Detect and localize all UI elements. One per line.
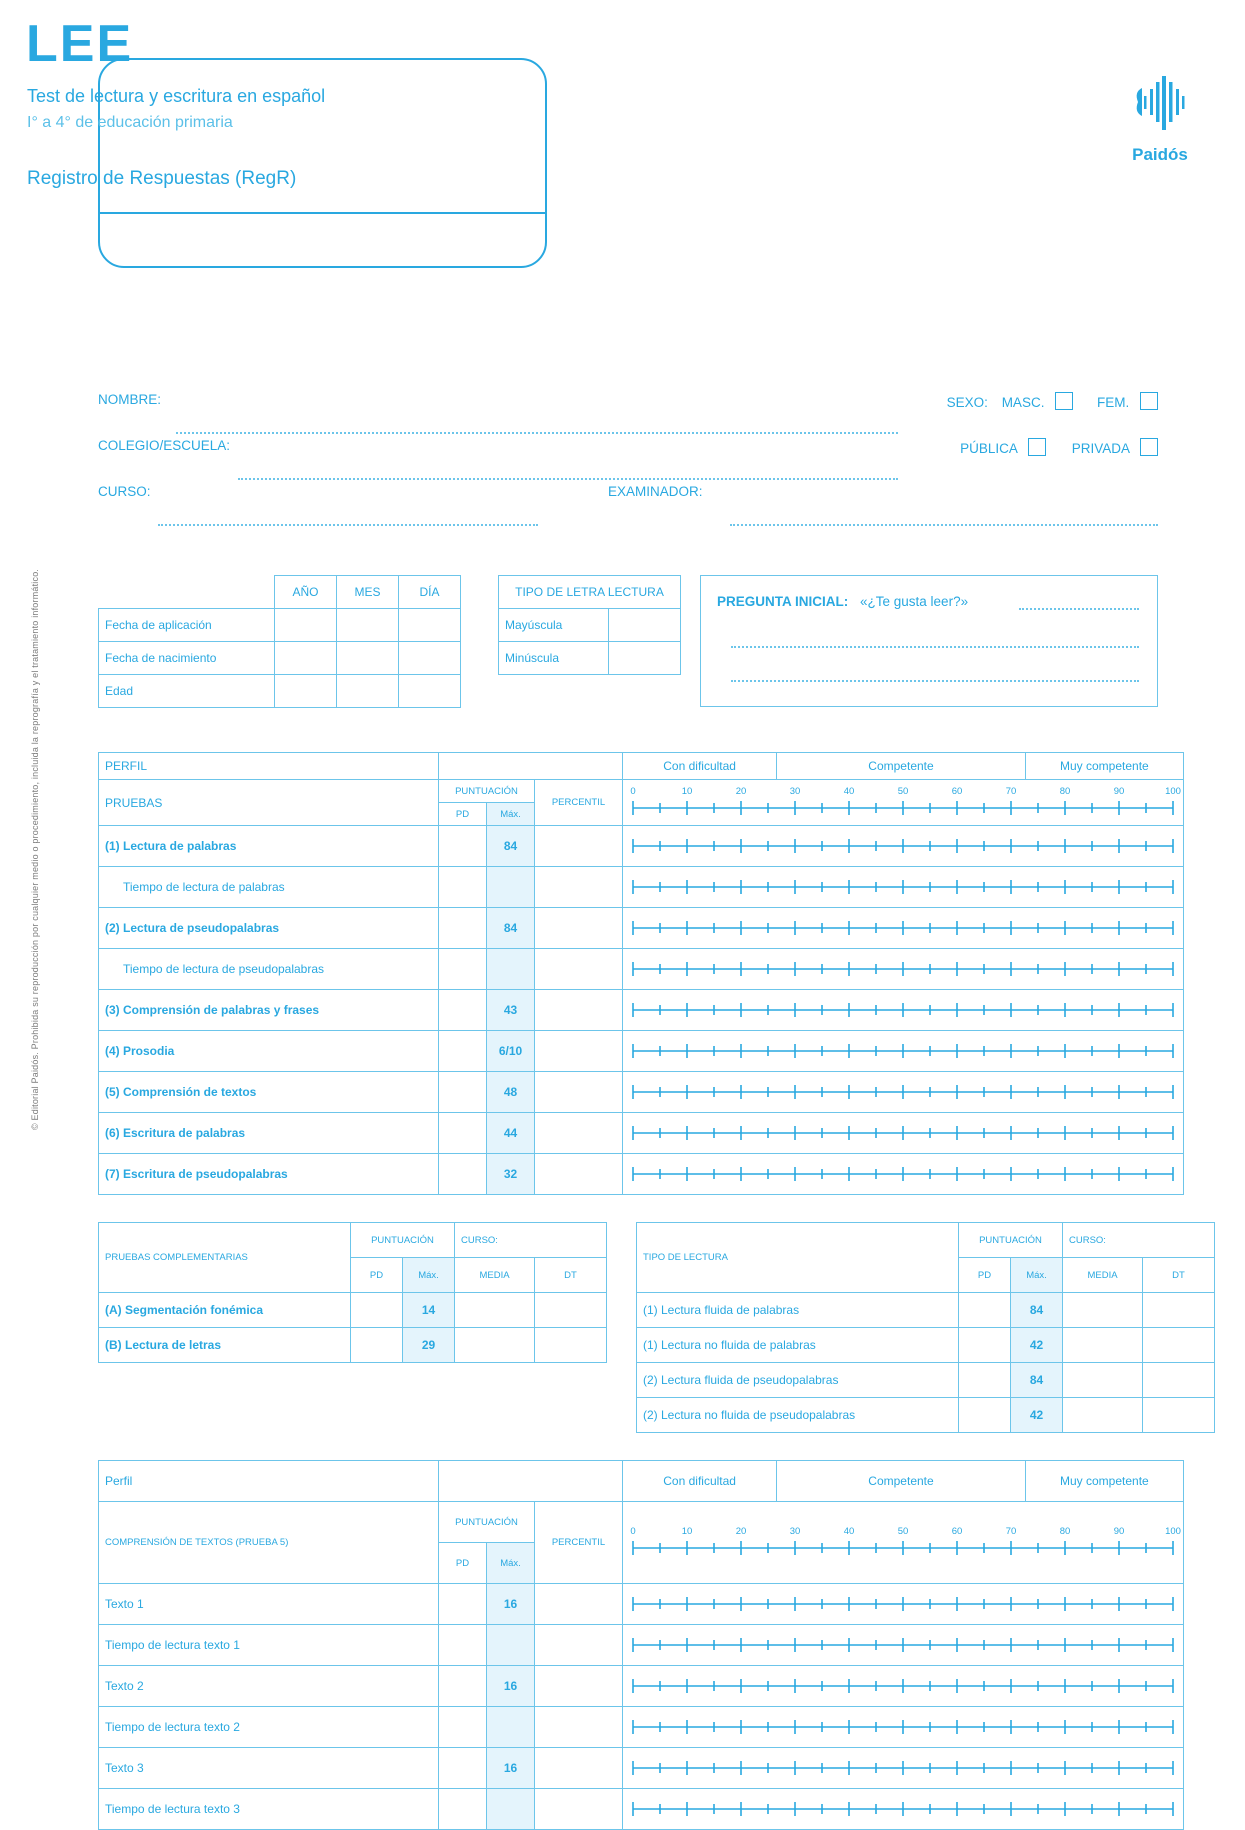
examiner-input[interactable]: [730, 512, 1158, 526]
letter-cell[interactable]: [609, 642, 681, 675]
course-row: [98, 484, 1158, 530]
pd-cell[interactable]: [959, 1363, 1011, 1398]
letter-header-row: [499, 576, 681, 609]
pd-cell[interactable]: [439, 1031, 487, 1072]
svg-text:0: 0: [630, 786, 636, 797]
table-row: [99, 908, 1184, 949]
profile2-row-label: Tiempo de lectura texto 1: [99, 1625, 439, 1666]
percentile-cell[interactable]: [535, 826, 623, 867]
scale-cell[interactable]: [623, 1154, 1184, 1195]
table-row: [99, 1328, 607, 1363]
profile-col-max: Máx.: [487, 803, 535, 826]
table-row: [637, 1363, 1215, 1398]
initial-question-input-1[interactable]: [1019, 608, 1139, 610]
complementary-col-max: Máx.: [403, 1258, 455, 1293]
media-cell[interactable]: [1063, 1328, 1143, 1363]
media-cell[interactable]: [1063, 1363, 1143, 1398]
pd-cell[interactable]: [959, 1398, 1011, 1433]
profile-row-label: Tiempo de lectura de pseudopalabras: [99, 949, 439, 990]
letter-row-uppercase: Mayúscula: [499, 609, 609, 642]
initial-question-box: [700, 575, 1158, 707]
profile2-col-percentile: PERCENTIL: [535, 1502, 623, 1584]
reading-type-col-max: Máx.: [1011, 1258, 1063, 1293]
svg-text:80: 80: [1059, 786, 1071, 797]
profile2-row-label: Tiempo de lectura texto 3: [99, 1789, 439, 1830]
table-row: [99, 1154, 1184, 1195]
scale-cell[interactable]: [623, 990, 1184, 1031]
scale-ruler-icon: [623, 1072, 1183, 1112]
date-cell[interactable]: [275, 675, 337, 708]
table-row: [99, 1072, 1184, 1113]
profile-title: PERFIL: [99, 753, 439, 780]
scale-ruler-icon: [623, 990, 1183, 1030]
max-cell: [487, 1789, 535, 1830]
svg-text:90: 90: [1113, 1526, 1125, 1537]
profile2-subheader-row: [99, 1502, 1184, 1543]
course-input[interactable]: [158, 512, 538, 526]
profile2-col-pd: PD: [439, 1543, 487, 1584]
reading-type-table: [636, 1222, 1215, 1433]
svg-text:100: 100: [1165, 786, 1181, 797]
profile-row-label: (7) Escritura de pseudopalabras: [99, 1154, 439, 1195]
pd-cell[interactable]: [439, 1072, 487, 1113]
letter-type-title: TIPO DE LETRA LECTURA: [499, 576, 681, 609]
profile-row-label: (6) Escritura de palabras: [99, 1113, 439, 1154]
scale-ruler-icon: [623, 1031, 1183, 1071]
letter-cell[interactable]: [609, 609, 681, 642]
date-cell[interactable]: [337, 642, 399, 675]
table-row: [99, 642, 461, 675]
percentile-cell[interactable]: [535, 867, 623, 908]
complementary-col-media: MEDIA: [455, 1258, 535, 1293]
examiner-label: EXAMINADOR:: [608, 484, 703, 499]
profile-subheader-row: [99, 780, 1184, 803]
profile2-row-label: Texto 3: [99, 1748, 439, 1789]
svg-text:40: 40: [843, 786, 855, 797]
profile-row-label: Tiempo de lectura de palabras: [99, 867, 439, 908]
date-col-year: AÑO: [275, 576, 337, 609]
profile-row-label: (2) Lectura de pseudopalabras: [99, 908, 439, 949]
max-cell: 29: [403, 1328, 455, 1363]
scale-ruler-icon: [623, 1154, 1183, 1194]
sex-group: [947, 392, 1158, 410]
complementary-row-label: (B) Lectura de letras: [99, 1328, 351, 1363]
media-cell[interactable]: [455, 1293, 535, 1328]
profile-col-percentile: PERCENTIL: [535, 780, 623, 826]
table-row: [499, 642, 681, 675]
table-row: [99, 1666, 1184, 1707]
percentile-cell[interactable]: [535, 1748, 623, 1789]
dt-cell[interactable]: [535, 1328, 607, 1363]
max-cell: 84: [487, 908, 535, 949]
max-cell: 42: [1011, 1328, 1063, 1363]
table-row: [99, 1789, 1184, 1830]
svg-text:10: 10: [681, 1526, 693, 1537]
pd-cell[interactable]: [439, 826, 487, 867]
complementary-table: [98, 1222, 607, 1363]
profile-col-score: PUNTUACIÓN: [439, 780, 535, 803]
public-label: PÚBLICA: [960, 441, 1018, 456]
media-cell[interactable]: [1063, 1398, 1143, 1433]
reading-type-col-dt: DT: [1143, 1258, 1215, 1293]
scale-ruler-icon: [623, 1625, 1183, 1665]
school-type-group: [960, 438, 1158, 456]
scale-ruler-icon: [623, 1707, 1183, 1747]
profile2-col-score: PUNTUACIÓN: [439, 1502, 535, 1543]
percentile-cell[interactable]: [535, 1031, 623, 1072]
test-subtitle: Test de lectura y escritura en español: [27, 86, 326, 106]
pd-cell[interactable]: [439, 1625, 487, 1666]
date-cell[interactable]: [399, 609, 461, 642]
date-row-age: Edad: [99, 675, 275, 708]
name-label: NOMBRE:: [98, 392, 162, 407]
scale-cell[interactable]: [623, 1113, 1184, 1154]
school-row: [98, 438, 1158, 484]
reading-type-header-row: [637, 1223, 1215, 1258]
max-cell: 32: [487, 1154, 535, 1195]
svg-text:90: 90: [1113, 786, 1125, 797]
scale-ruler-icon: [623, 1584, 1183, 1624]
profile-col-pd: PD: [439, 803, 487, 826]
scale-cell[interactable]: [623, 949, 1184, 990]
profile2-band-row: [99, 1461, 1184, 1502]
copyright-notice: © Editorial Paidós. Prohibida su reproducción por cualquier medio o procedimiento, incluida la reprografía y el tratamiento informático.: [30, 568, 40, 1130]
max-cell: 84: [487, 826, 535, 867]
pd-cell[interactable]: [439, 990, 487, 1031]
date-cell[interactable]: [275, 609, 337, 642]
profile-row-label: (5) Comprensión de textos: [99, 1072, 439, 1113]
initial-question-input-2[interactable]: [731, 646, 1139, 648]
reading-type-col-score: PUNTUACIÓN: [959, 1223, 1063, 1258]
svg-text:70: 70: [1005, 1526, 1017, 1537]
publisher-name: Paidós: [1132, 145, 1188, 164]
table-row: [99, 609, 461, 642]
max-cell: 16: [487, 1584, 535, 1625]
pd-cell[interactable]: [959, 1328, 1011, 1363]
table-row: [499, 609, 681, 642]
male-label: MASC.: [1001, 395, 1045, 410]
spacer-cell: [535, 1461, 623, 1502]
spacer-cell: [439, 753, 487, 780]
table-row: [637, 1328, 1215, 1363]
svg-text:30: 30: [789, 1526, 801, 1537]
table-row: [99, 949, 1184, 990]
svg-text:30: 30: [789, 786, 801, 797]
table-row: [99, 1293, 607, 1328]
media-cell[interactable]: [455, 1328, 535, 1363]
school-label: COLEGIO/ESCUELA:: [98, 438, 231, 453]
scale-cell[interactable]: [623, 1584, 1184, 1625]
profile-row-label: (1) Lectura de palabras: [99, 826, 439, 867]
initial-question-title: PREGUNTA INICIAL:: [717, 594, 849, 609]
complementary-col-course: CURSO:: [455, 1223, 607, 1258]
reading-type-title: TIPO DE LECTURA: [637, 1223, 959, 1293]
date-cell[interactable]: [399, 675, 461, 708]
scale-ruler-icon: [623, 826, 1183, 866]
profile-axis-header: [623, 780, 1184, 826]
profile2-row-label: Texto 2: [99, 1666, 439, 1707]
percentile-cell[interactable]: [535, 1154, 623, 1195]
dt-cell[interactable]: [1143, 1363, 1215, 1398]
paidos-icon: [1132, 72, 1188, 134]
name-row: [98, 392, 1158, 438]
publisher-logo: [1105, 72, 1215, 165]
svg-text:0: 0: [630, 1526, 636, 1537]
letter-row-lowercase: Minúscula: [499, 642, 609, 675]
scale-ruler-icon: [623, 908, 1183, 948]
table-row: [99, 826, 1184, 867]
scale-ruler-icon: [623, 949, 1183, 989]
band-muy-competente: Muy competente: [1025, 1461, 1183, 1502]
public-checkbox[interactable]: [1028, 438, 1046, 456]
svg-text:50: 50: [897, 1526, 909, 1537]
axis-scale-svg: [623, 780, 1183, 822]
band-con-dificultad: Con dificultad: [623, 753, 777, 780]
profile2-col-max: Máx.: [487, 1543, 535, 1584]
svg-text:70: 70: [1005, 786, 1017, 797]
pd-cell[interactable]: [439, 1789, 487, 1830]
table-row: [99, 1625, 1184, 1666]
max-cell: [487, 949, 535, 990]
date-row-birth: Fecha de nacimiento: [99, 642, 275, 675]
profile-col-tests: PRUEBAS: [99, 780, 439, 826]
scale-cell[interactable]: [623, 1748, 1184, 1789]
percentile-cell[interactable]: [535, 1666, 623, 1707]
svg-text:100: 100: [1165, 1526, 1181, 1537]
female-checkbox[interactable]: [1140, 392, 1158, 410]
profile2-row-label: Tiempo de lectura texto 2: [99, 1707, 439, 1748]
svg-text:60: 60: [951, 1526, 963, 1537]
max-cell: 44: [487, 1113, 535, 1154]
course-label: CURSO:: [98, 484, 151, 499]
pd-cell[interactable]: [439, 1748, 487, 1789]
max-cell: 6/10: [487, 1031, 535, 1072]
max-cell: [487, 1625, 535, 1666]
reading-type-row-label: (1) Lectura fluida de palabras: [637, 1293, 959, 1328]
test-grades: I° a 4° de educación primaria: [27, 114, 233, 131]
initial-question-text: «¿Te gusta leer?»: [860, 594, 969, 609]
date-header-row: [99, 576, 461, 609]
complementary-row-label: (A) Segmentación fonémica: [99, 1293, 351, 1328]
max-cell: 43: [487, 990, 535, 1031]
date-corner-cell: [99, 576, 275, 609]
percentile-cell[interactable]: [535, 1113, 623, 1154]
scale-ruler-icon: [623, 1113, 1183, 1153]
complementary-header-row: [99, 1223, 607, 1258]
scale-cell[interactable]: [623, 826, 1184, 867]
pd-cell[interactable]: [439, 1113, 487, 1154]
reading-type-row-label: (2) Lectura fluida de pseudopalabras: [637, 1363, 959, 1398]
table-row: [637, 1293, 1215, 1328]
female-label: FEM.: [1096, 395, 1130, 410]
profile2-title: Perfil: [99, 1461, 439, 1502]
table-row: [99, 675, 461, 708]
svg-text:40: 40: [843, 1526, 855, 1537]
pd-cell[interactable]: [439, 1707, 487, 1748]
svg-text:10: 10: [681, 786, 693, 797]
letter-type-table: [498, 575, 681, 675]
percentile-cell[interactable]: [535, 1789, 623, 1830]
dt-cell[interactable]: [1143, 1293, 1215, 1328]
complementary-title: PRUEBAS COMPLEMENTARIAS: [99, 1223, 351, 1293]
reading-type-row-label: (1) Lectura no fluida de palabras: [637, 1328, 959, 1363]
profile-table: [98, 752, 1184, 1195]
spacer-cell: [439, 1461, 487, 1502]
date-cell[interactable]: [337, 675, 399, 708]
date-col-month: MES: [337, 576, 399, 609]
scale-cell[interactable]: [623, 1625, 1184, 1666]
pd-cell[interactable]: [439, 1666, 487, 1707]
record-title: Registro de Respuestas (RegR): [27, 168, 297, 189]
table-row: [99, 1707, 1184, 1748]
scale-cell[interactable]: [623, 1666, 1184, 1707]
percentile-cell[interactable]: [535, 990, 623, 1031]
max-cell: 84: [1011, 1293, 1063, 1328]
pd-cell[interactable]: [351, 1293, 403, 1328]
percentile-cell[interactable]: [535, 1584, 623, 1625]
pd-cell[interactable]: [439, 867, 487, 908]
profile2-row-label: Texto 1: [99, 1584, 439, 1625]
scale-cell[interactable]: [623, 1707, 1184, 1748]
initial-question-input-3[interactable]: [731, 680, 1139, 682]
scale-ruler-icon: [623, 867, 1183, 907]
band-competente: Competente: [777, 753, 1025, 780]
date-cell[interactable]: [399, 642, 461, 675]
scale-cell[interactable]: [623, 1789, 1184, 1830]
spacer-cell: [487, 1461, 535, 1502]
profile2-axis-header: [623, 1502, 1184, 1584]
percentile-cell[interactable]: [535, 1072, 623, 1113]
private-label: PRIVADA: [1071, 441, 1130, 456]
svg-text:60: 60: [951, 786, 963, 797]
percentile-cell[interactable]: [535, 1707, 623, 1748]
max-cell: [487, 867, 535, 908]
school-input[interactable]: [238, 466, 898, 480]
logo-lee: LEE: [26, 15, 134, 73]
scale-cell[interactable]: [623, 1072, 1184, 1113]
complementary-col-pd: PD: [351, 1258, 403, 1293]
initial-question-label: [717, 594, 968, 609]
male-checkbox[interactable]: [1055, 392, 1073, 410]
spacer-cell: [535, 753, 623, 780]
percentile-cell[interactable]: [535, 949, 623, 990]
svg-text:50: 50: [897, 786, 909, 797]
pd-cell[interactable]: [439, 1154, 487, 1195]
pd-cell[interactable]: [351, 1328, 403, 1363]
band-competente: Competente: [777, 1461, 1025, 1502]
pd-cell[interactable]: [439, 1584, 487, 1625]
complementary-col-score: PUNTUACIÓN: [351, 1223, 455, 1258]
date-cell[interactable]: [275, 642, 337, 675]
dt-cell[interactable]: [1143, 1398, 1215, 1433]
spacer-cell: [487, 753, 535, 780]
svg-text:20: 20: [735, 786, 747, 797]
table-row: [99, 1748, 1184, 1789]
identification-section: [98, 392, 1158, 530]
private-checkbox[interactable]: [1140, 438, 1158, 456]
scale-ruler-icon: [623, 1748, 1183, 1788]
media-cell[interactable]: [1063, 1293, 1143, 1328]
max-cell: 42: [1011, 1398, 1063, 1433]
reading-type-col-pd: PD: [959, 1258, 1011, 1293]
max-cell: 14: [403, 1293, 455, 1328]
profile-row-label: (4) Prosodia: [99, 1031, 439, 1072]
max-cell: 48: [487, 1072, 535, 1113]
max-cell: [487, 1707, 535, 1748]
name-input[interactable]: [176, 420, 898, 434]
reading-type-row-label: (2) Lectura no fluida de pseudopalabras: [637, 1398, 959, 1433]
max-cell: 16: [487, 1666, 535, 1707]
header-divider: [100, 212, 545, 214]
table-row: [99, 1031, 1184, 1072]
table-row: [99, 1113, 1184, 1154]
text-comprehension-profile-table: [98, 1460, 1184, 1830]
svg-text:80: 80: [1059, 1526, 1071, 1537]
date-row-application: Fecha de aplicación: [99, 609, 275, 642]
sex-label: SEXO:: [946, 395, 988, 410]
max-cell: 16: [487, 1748, 535, 1789]
complementary-col-dt: DT: [535, 1258, 607, 1293]
dt-cell[interactable]: [535, 1293, 607, 1328]
reading-type-col-media: MEDIA: [1063, 1258, 1143, 1293]
scale-ruler-icon: [623, 1666, 1183, 1706]
pd-cell[interactable]: [439, 908, 487, 949]
percentile-cell[interactable]: [535, 1625, 623, 1666]
date-cell[interactable]: [337, 609, 399, 642]
band-con-dificultad: Con dificultad: [623, 1461, 777, 1502]
scale-cell[interactable]: [623, 867, 1184, 908]
axis-scale-svg: [623, 1520, 1183, 1562]
pd-cell[interactable]: [959, 1293, 1011, 1328]
max-cell: 84: [1011, 1363, 1063, 1398]
profile-band-row: [99, 753, 1184, 780]
svg-text:20: 20: [735, 1526, 747, 1537]
scale-ruler-icon: [623, 1789, 1183, 1829]
dt-cell[interactable]: [1143, 1328, 1215, 1363]
scale-cell[interactable]: [623, 1031, 1184, 1072]
band-muy-competente: Muy competente: [1025, 753, 1183, 780]
scale-cell[interactable]: [623, 908, 1184, 949]
profile-row-label: (3) Comprensión de palabras y frases: [99, 990, 439, 1031]
reading-type-col-course: CURSO:: [1063, 1223, 1215, 1258]
pd-cell[interactable]: [439, 949, 487, 990]
table-row: [99, 867, 1184, 908]
table-row: [637, 1398, 1215, 1433]
table-row: [99, 990, 1184, 1031]
date-table: [98, 575, 461, 708]
date-col-day: DÍA: [399, 576, 461, 609]
percentile-cell[interactable]: [535, 908, 623, 949]
profile2-col-tests: COMPRENSIÓN DE TEXTOS (PRUEBA 5): [99, 1502, 439, 1584]
table-row: [99, 1584, 1184, 1625]
